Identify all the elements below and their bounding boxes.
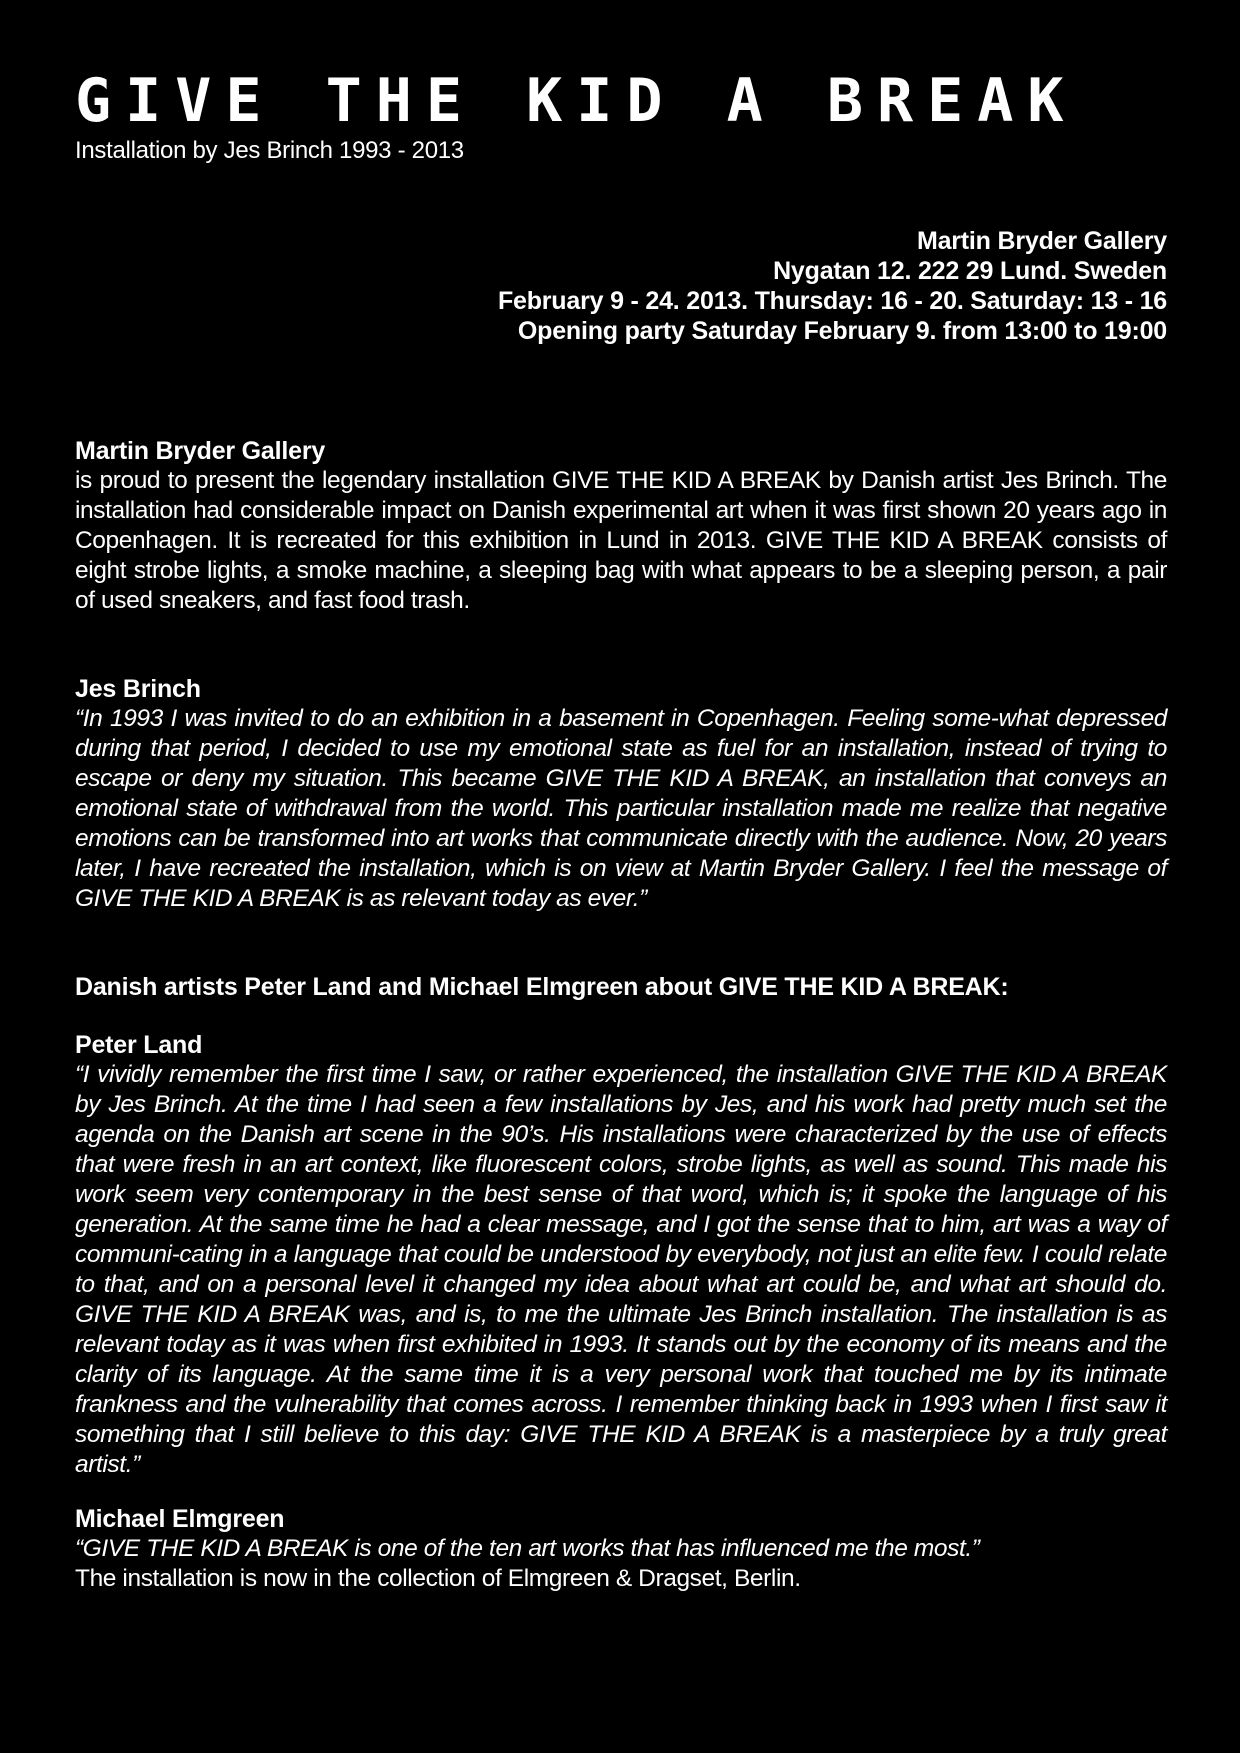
venue-opening: Opening party Saturday February 9. from 13:00 to 19:00: [517, 317, 1167, 345]
exhibition-subtitle: Installation by Jes Brinch 1993 - 2013: [75, 137, 464, 164]
peter-land-section: [75, 1030, 1167, 1480]
venue-address: Nygatan 12. 222 29 Lund. Sweden: [773, 257, 1167, 285]
michael-elmgreen-section: [75, 1504, 1167, 1594]
intro-section: [75, 436, 1167, 616]
venue-gallery-name: Martin Bryder Gallery: [916, 227, 1167, 255]
michael-elmgreen-quote: “GIVE THE KID A BREAK is one of the ten art works that has influenced me the most.”: [75, 1535, 980, 1562]
press-release: [75, 66, 1167, 1594]
michael-elmgreen-heading: Michael Elmgreen: [75, 1505, 285, 1533]
exhibition-title: GIVE THE KID A BREAK: [75, 66, 1078, 136]
intro-heading: Martin Bryder Gallery: [75, 437, 326, 465]
others-heading: Danish artists Peter Land and Michael Elmgreen about GIVE THE KID A BREAK:: [75, 973, 1009, 1001]
artist-heading: Jes Brinch: [75, 675, 201, 703]
intro-text: is proud to present the legendary installation GIVE THE KID A BREAK by Danish artist Jes Brinch. The installation had considerable impact on Danish experimental art when it was first shown 20 years ago in Copenhagen. It is recreated for this exhibition in Lund in 2013. GIVE THE KID A BREAK consists of eight strobe lights, a smoke machine, a sleeping bag with what appears to be a sleeping person, a pair of used sneakers, and fast food trash.: [75, 467, 1167, 614]
venue-info: [75, 226, 1167, 346]
collection-note: The installation is now in the collection of Elmgreen & Dragset, Berlin.: [75, 1565, 801, 1592]
artist-quote: “In 1993 I was invited to do an exhibition in a basement in Copenhagen. Feeling some-what depressed during that period, I decided to use my emotional state as fuel for an installation, instead of trying to escape or deny my situation. This became GIVE THE KID A BREAK, an installation that conveys an emotional state of withdrawal from the world. This particular installation made me realize that negative emotions can be transformed into art works that communicate directly with the audience. Now, 20 years later, I have recreated the installation, which is on view at Martin Bryder Gallery. I feel the message of GIVE THE KID A BREAK is as relevant today as ever.”: [75, 705, 1167, 912]
venue-dates: February 9 - 24. 2013. Thursday: 16 - 20. Saturday: 13 - 16: [497, 287, 1167, 315]
peter-land-quote: “I vividly remember the first time I saw, or rather experienced, the installation GIVE THE KID A BREAK by Jes Brinch. At the time I had seen a few installations by Jes, and his work had pretty much set the agenda on the Danish art scene in the 90’s. His installations were characterized by the use of effects that were fresh in an art context, like fluorescent colors, strobe lights, as well as sound. This made his work seem very contemporary in the best sense of that word, which is; it spoke the language of his generation. At the same time he had a clear message, and I got the sense that to him, art was a way of communi-cating in a language that could be understood by everybody, not just an elite few. I could relate to that, and on a personal level it changed my idea about what art could be, and what art should do. GIVE THE KID A BREAK was, and is, to me the ultimate Jes Brinch installation. The installation is as relevant today as it was when first exhibited in 1993. It stands out by the economy of its means and the clarity of its language. At the same time it is a very personal work that touched me by its intimate frankness and the vulnerability that comes across. I remember thinking back in 1993 when I first saw it something that I still believe to this day: GIVE THE KID A BREAK is a masterpiece by a truly great artist.”: [75, 1061, 1167, 1478]
artist-section: [75, 674, 1167, 914]
peter-land-heading: Peter Land: [75, 1031, 203, 1059]
